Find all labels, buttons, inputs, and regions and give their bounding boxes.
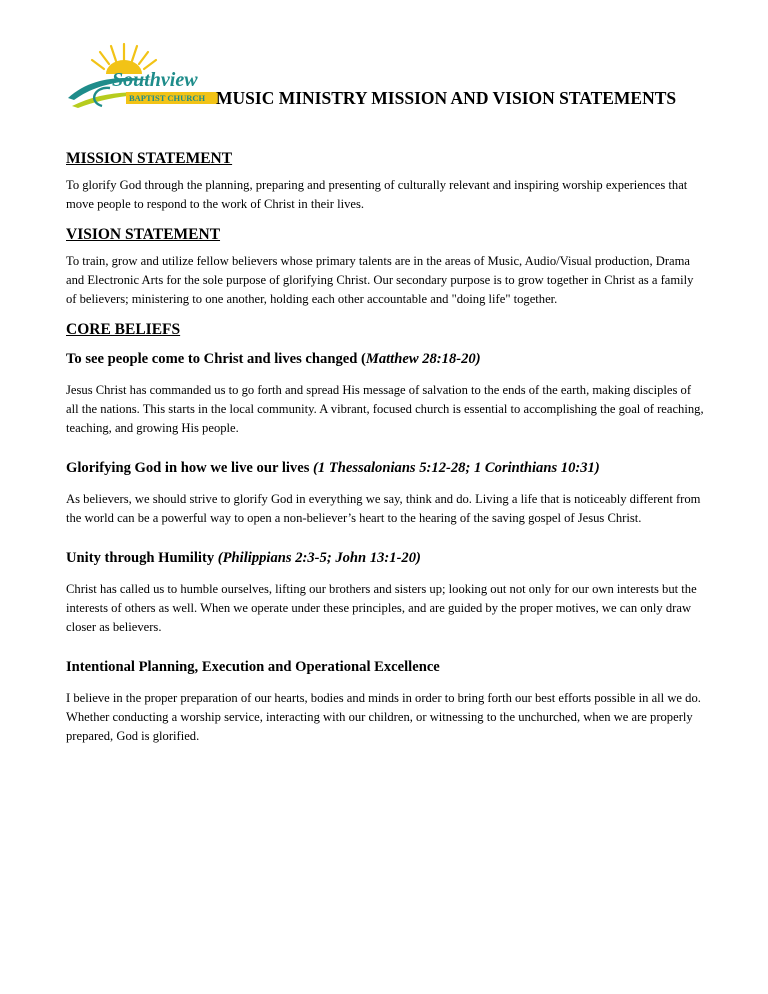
belief-text: I believe in the proper preparation of our hearts, bodies and minds in order to bring forth our best efforts possible in all we do. Whether conducting a worship service, interacting with our children, or witnessing to the unchurched, when we are properly prepared, God is glorified. — [66, 691, 701, 743]
belief-title-text: Unity through Humility — [66, 550, 218, 566]
church-logo — [62, 40, 222, 115]
belief-scripture-ref: (1 Thessalonians 5:12-28; 1 Corinthians 10:31) — [313, 460, 600, 476]
belief-scripture-ref: Matthew 28:18-20) — [365, 351, 481, 367]
belief-text: Jesus Christ has commanded us to go forth and spread His message of salvation to the ends of the earth, making disciples of all the nations. This starts in the local community. A vibrant, focused church is essential to accomplishing the goal of reaching, teaching, and growing His people. — [66, 383, 704, 435]
mission-text: To glorify God through the planning, preparing and presenting of culturally relevant and inspiring worship experiences that move people to respond to the work of Christ in their lives. — [66, 178, 688, 211]
belief-title-text: Intentional Planning, Execution and Operational Excellence — [66, 659, 440, 675]
mission-heading: MISSION STATEMENT — [66, 150, 233, 167]
document-body — [66, 150, 706, 758]
vision-text: To train, grow and utilize fellow believers whose primary talents are in the areas of Music, Audio/Visual production, Drama and Electronic Arts for the sole purpose of glorifying Christ. Our secondary purpose is to grow together in Christ as a family of believers; ministering to one another, holding each other accountable and "doing life" together. — [66, 254, 694, 306]
belief-title — [66, 659, 706, 676]
vision-heading: VISION STATEMENT — [66, 226, 221, 243]
mission-section — [66, 150, 706, 214]
belief-text: Christ has called us to humble ourselves, lifting our brothers and sisters up; looking out not only for our own interests but the interests of others as well. When we operate under these principles, and are guided by the proper motives, we can only draw closer as believers. — [66, 582, 697, 634]
belief-title-text: To see people come to Christ and lives changed ( — [66, 351, 366, 367]
document-title: MUSIC MINISTRY MISSION AND VISION STATEMENTS — [216, 88, 677, 108]
belief-text: As believers, we should strive to glorify God in everything we say, think and do. Living a life that is noticeably different from the world can be a powerful way to open a non-believer’s heart to the hearing of the saving gospel of Jesus Christ. — [66, 492, 701, 525]
belief-scripture-ref: (Philippians 2:3-5; John 13:1-20) — [217, 550, 421, 566]
belief-title-text: Glorifying God in how we live our lives — [66, 460, 314, 476]
logo-wordmark: Southview — [112, 69, 198, 91]
belief-item — [66, 550, 706, 637]
logo-subtitle: BAPTIST CHURCH — [129, 93, 206, 103]
belief-item — [66, 460, 706, 528]
core-beliefs-section — [66, 321, 706, 746]
header — [62, 40, 722, 115]
belief-item — [66, 351, 706, 438]
belief-title — [66, 460, 706, 477]
vision-section — [66, 226, 706, 309]
belief-title — [66, 550, 706, 567]
belief-item — [66, 659, 706, 746]
belief-title — [66, 351, 706, 368]
core-beliefs-heading: CORE BELIEFS — [66, 321, 181, 338]
